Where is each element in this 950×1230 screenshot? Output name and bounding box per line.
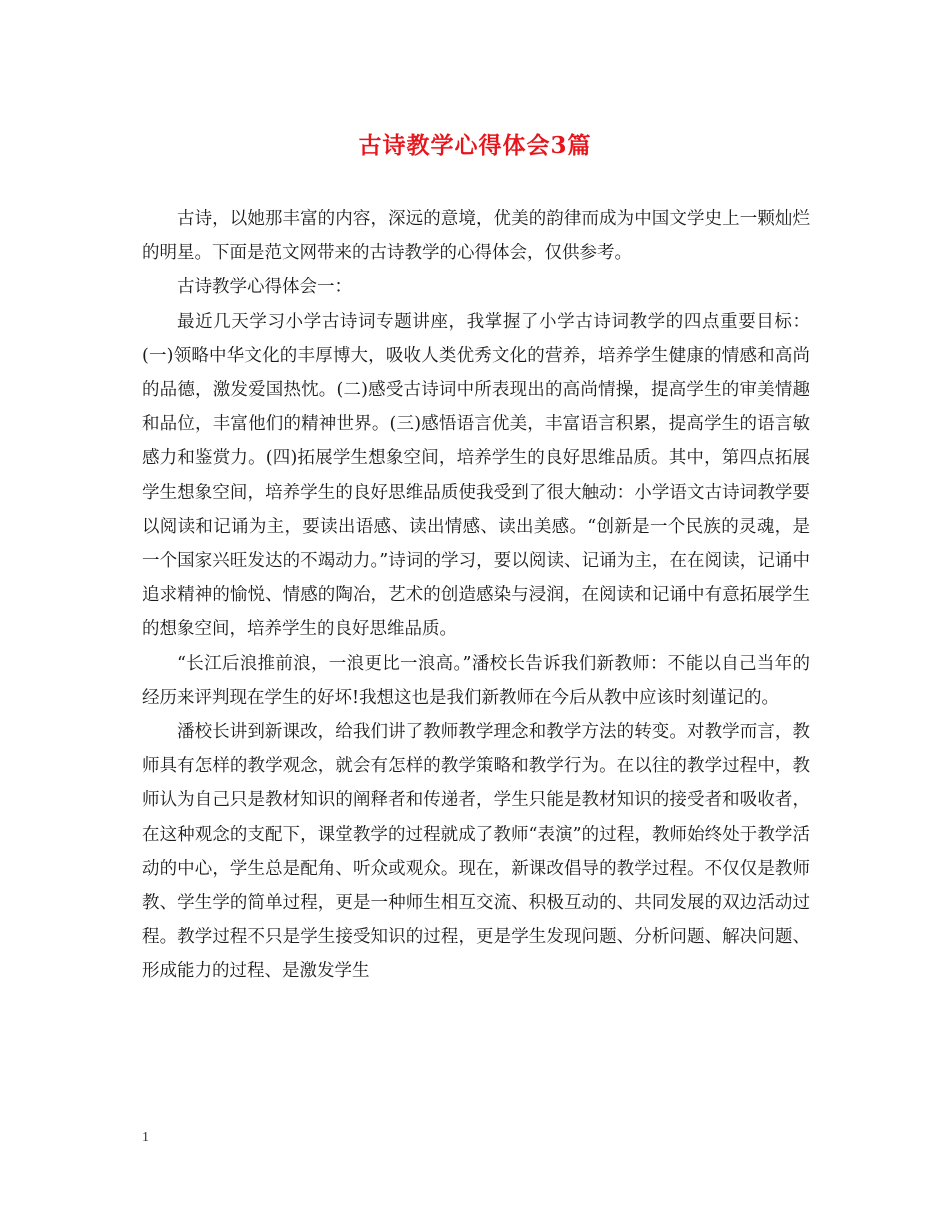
document-title: 古诗教学心得体会3篇: [358, 132, 592, 159]
paragraph-body: 最近几天学习小学古诗词专题讲座，我掌握了小学古诗词教学的四点重要目标：(一)领略中华文化的丰厚博大，吸收人类优秀文化的营养，培养学生健康的情感和高尚的品德，激发爱国热忱。(二)感受古诗词中所表现出的高尚情操，提高学生的审美情趣和品位，丰富他们的精神世界。(三)感悟语言优美，丰富语言积累，提高学生的语言敏感力和鉴赏力。(四)拓展学生想象空间，培养学生的良好思维品质。其中，第四点拓展学生想象空间，培养学生的良好思维品质使我受到了很大触动：小学语文古诗词教学要以阅读和记诵为主，要读出语感、读出情感、读出美感。“创新是一个民族的灵魂，是一个国家兴旺发达的不竭动力。”诗词的学习，要以阅读、记诵为主，在在阅读，记诵中追求精神的愉悦、情感的陶冶，艺术的创造感染与浸润，在阅读和记诵中有意拓展学生的想象空间，培养学生的良好思维品质。: [142, 311, 810, 640]
paragraph-body: “长江后浪推前浪，一浪更比一浪高。”潘校长告诉我们新教师：不能以自己当年的经历来评判现在学生的好坏!我想这也是我们新教师在今后从教中应该时刻谨记的。: [142, 653, 810, 708]
paragraph-intro: 古诗，以她那丰富的内容，深远的意境，优美的韵律而成为中国文学史上一颗灿烂的明星。下面是范文网带来的古诗教学的心得体会，仅供参考。: [142, 209, 810, 264]
paragraph-body: 潘校长讲到新课改，给我们讲了教师教学理念和教学方法的转变。对教学而言，教师具有怎样的教学观念，就会有怎样的教学策略和教学行为。在以往的教学过程中，教师认为自己只是教材知识的阐释者和传递者，学生只能是教材知识的接受者和吸收者，在这种观念的支配下，课堂教学的过程就成了教师“表演”的过程，教师始终处于教学活动的中心，学生总是配角、听众或观众。现在，新课改倡导的教学过程。不仅仅是教师教、学生学的简单过程，更是一种师生相互交流、积极互动的、共同发展的双边活动过程。教学过程不只是学生接受知识的过程，更是学生发现问题、分析问题、解决问题、形成能力的过程、是激发学生: [142, 722, 810, 982]
page-number: 1: [142, 1130, 149, 1145]
paragraph-section-heading: 古诗教学心得体会一：: [177, 277, 352, 298]
document-body: [142, 202, 810, 989]
